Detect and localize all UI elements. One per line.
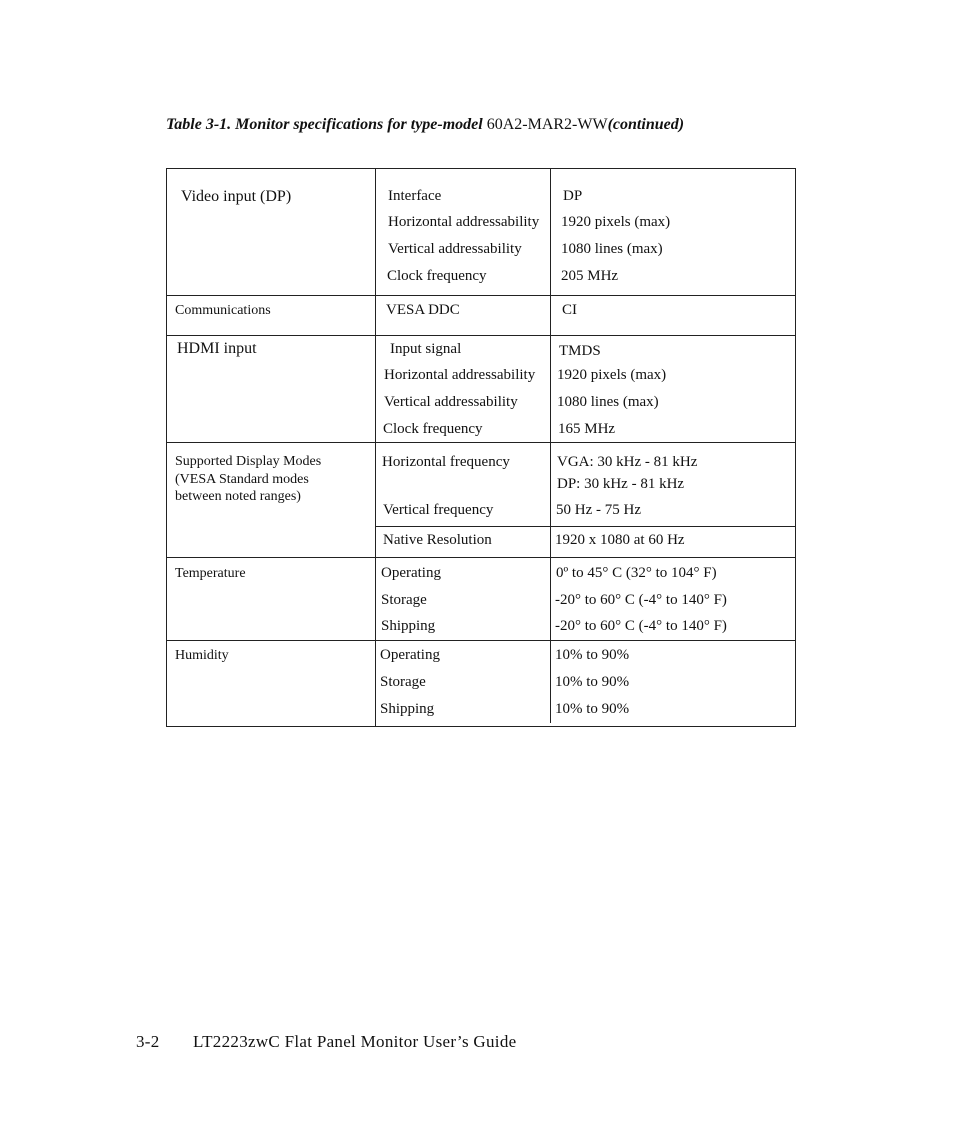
value-cell: 50 Hz - 75 Hz: [556, 502, 641, 518]
spec-table: [166, 168, 796, 727]
param-cell: Storage: [381, 592, 427, 608]
param-cell: Clock frequency: [387, 268, 487, 284]
value-cell: DP: [563, 188, 583, 204]
table-row: [167, 238, 795, 260]
spec-group-hdmi-input: [167, 336, 795, 443]
guide-title: LT2223zwC Flat Panel Monitor User’s Guide: [193, 1032, 517, 1051]
table-row: [167, 418, 795, 440]
table-row: [167, 671, 795, 693]
category-label: Video input (DP): [181, 188, 292, 205]
category-label: Humidity: [175, 648, 229, 663]
value-cell: VGA: 30 kHz - 81 kHz: [557, 454, 698, 470]
table-row: [167, 265, 795, 287]
param-cell: Storage: [380, 674, 426, 690]
param-cell: Operating: [380, 647, 440, 663]
caption-label: Table 3-1. Monitor specifications for type-model: [166, 116, 483, 133]
param-cell: Horizontal frequency: [382, 454, 510, 470]
param-cell: Vertical addressability: [388, 241, 522, 257]
value-cell: 1920 x 1080 at 60 Hz: [555, 532, 685, 548]
category-line: (VESA Standard modes: [175, 471, 309, 487]
table-row: [167, 451, 795, 473]
table-row: [167, 529, 795, 551]
category-label: Communications: [175, 303, 271, 318]
table-row: [167, 562, 795, 584]
param-cell: Shipping: [381, 618, 436, 634]
param-cell: VESA DDC: [386, 302, 460, 318]
value-cell: DP: 30 kHz - 81 kHz: [557, 476, 685, 492]
category-label: HDMI input: [177, 340, 257, 357]
table-row: [167, 499, 795, 521]
value-cell: TMDS: [559, 343, 601, 359]
param-cell: Operating: [381, 565, 441, 581]
param-cell: Shipping: [380, 701, 435, 717]
category-label: Temperature: [175, 566, 246, 581]
param-cell: Input signal: [390, 341, 462, 357]
value-cell: 10% to 90%: [555, 674, 630, 690]
param-cell: Vertical frequency: [383, 502, 494, 518]
table-caption: [166, 116, 684, 134]
value-cell: CI: [562, 302, 577, 318]
table-row: [167, 473, 795, 495]
param-cell: Horizontal addressability: [384, 367, 536, 383]
table-row: [167, 338, 795, 360]
spec-group-communications: [167, 296, 795, 336]
table-row: [167, 299, 795, 321]
param-cell: Clock frequency: [383, 421, 483, 437]
param-cell: Vertical addressability: [384, 394, 518, 410]
value-cell: 1080 lines (max): [561, 241, 663, 257]
value-cell: -20° to 60° C (-4° to 140° F): [555, 592, 727, 608]
table-row: [167, 698, 795, 720]
value-cell: 1920 pixels (max): [557, 367, 667, 383]
page-number: 3-2: [136, 1032, 160, 1051]
value-cell: 165 MHz: [558, 421, 616, 437]
param-cell: Interface: [388, 188, 442, 204]
param-cell: Horizontal addressability: [388, 214, 540, 230]
category-line: Supported Display Modes: [175, 454, 322, 469]
value-cell: 205 MHz: [561, 268, 619, 284]
table-row: [167, 185, 795, 207]
table-row: [167, 364, 795, 386]
table-row: [167, 391, 795, 413]
value-cell: 10% to 90%: [555, 701, 630, 717]
spec-group-video-input-dp: [167, 169, 795, 296]
value-cell: 1080 lines (max): [557, 394, 659, 410]
caption-continued: (continued): [607, 116, 685, 133]
spec-group-temperature: [167, 558, 795, 641]
spec-group-display-modes: [167, 443, 795, 558]
value-cell: -20° to 60° C (-4° to 140° F): [555, 618, 727, 634]
caption-model: 60A2-MAR2-WW: [486, 116, 608, 133]
param-cell: Native Resolution: [383, 532, 492, 548]
table-row: [167, 589, 795, 611]
value-cell: 0º to 45° C (32° to 104° F): [556, 565, 717, 581]
table-row: [167, 615, 795, 637]
table-row: [167, 644, 795, 666]
value-cell: 1920 pixels (max): [561, 214, 671, 230]
category-line: between noted ranges): [175, 489, 301, 504]
spec-group-humidity: [167, 641, 795, 727]
value-cell: 10% to 90%: [555, 647, 630, 663]
table-row: [167, 211, 795, 233]
page-footer: [136, 1032, 516, 1052]
